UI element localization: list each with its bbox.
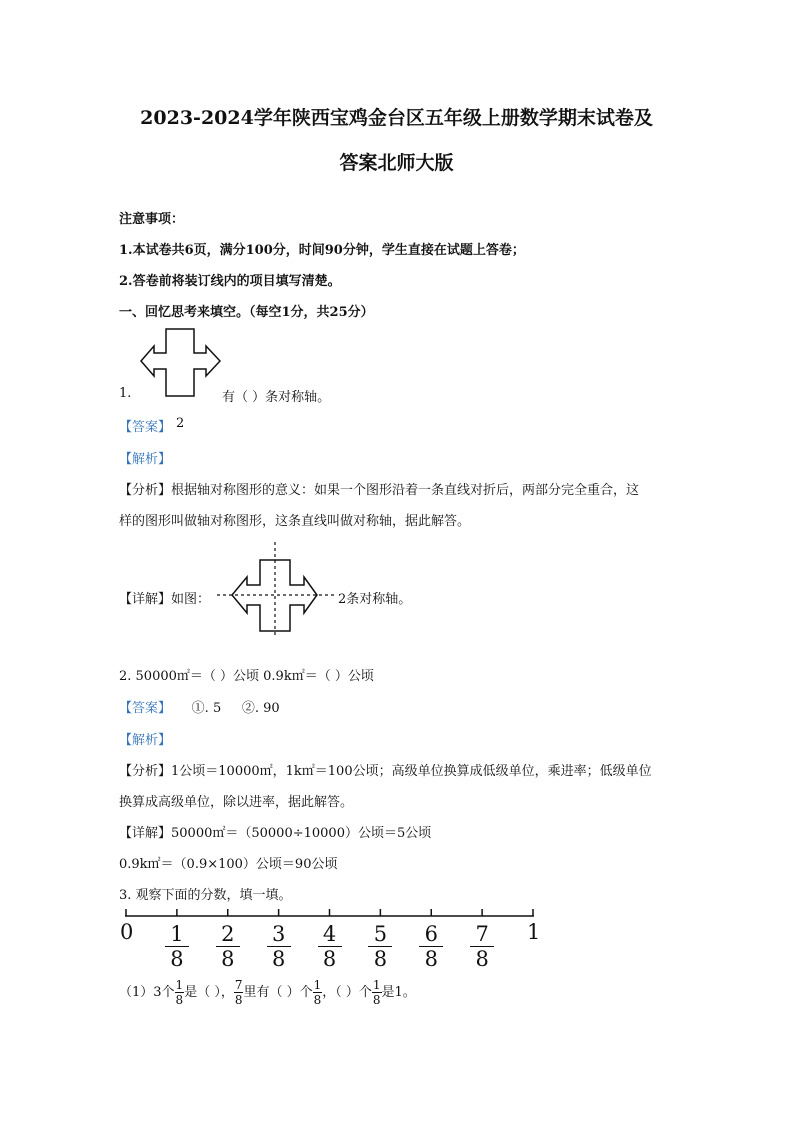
q3-line: 3. 观察下面的分数，填一填。 [119,888,292,903]
fraction-numerator: 1 [313,978,322,992]
q1-detail-tag: 【详解】 [119,592,172,607]
fraction-numerator: 3 [267,922,291,947]
q2-detail-line1 [119,822,431,841]
number-line-fraction [419,922,443,971]
number-line-fraction [470,922,494,971]
fraction-denominator: 8 [424,947,438,971]
q2-fenxi-line2: 换算成高级单位，除以进率，据此解答。 [119,795,354,810]
number-line-fraction [216,922,240,971]
q2-analysis-tag: 【解析】 [119,733,172,748]
fraction-numerator: 6 [419,922,443,947]
q2-fenxi-line1 [119,760,652,779]
q1-detail-suffix: 2条对称轴。 [338,592,412,607]
number-line-fraction [318,922,342,971]
fraction-denominator: 8 [170,947,184,971]
q1-fenxi-line2: 样的图形叫做轴对称图形，这条直线叫做对称轴，据此解答。 [119,514,471,529]
fraction-denominator: 8 [271,947,286,971]
q3-sub1-part1: （1）3个 [119,985,175,1000]
cross-with-axes-figure [212,540,342,640]
q1-analysis-tag: 【解析】 [119,452,172,467]
doc-title-line2: 答案北师大版 [339,152,454,174]
q1-answer: 2 [176,416,185,431]
number-line-fraction [267,922,291,971]
q1-text: 有（ ）条对称轴。 [222,390,331,405]
fraction-numerator: 4 [318,922,342,947]
note-1: 1.本试卷共6页，满分100分，时间90分钟，学生直接在试题上答卷； [119,243,525,258]
fraction-1-8-b [313,978,323,1007]
q3-sub1-part4: ，（ ）个 [322,985,372,1000]
fraction-denominator: 8 [372,993,381,1007]
section-1-heading: 一、回忆思考来填空。（每空1分，共25分） [119,305,374,320]
number-line-start: 0 [120,920,134,944]
q1-detail-prefix: 如图： [171,592,211,607]
q2-fenxi-text1: 1公顷＝10000㎡，1k㎡＝100公顷；高级单位换算成低级单位，乘进率；低级单位 [171,764,652,779]
q1-detail-line [119,588,210,607]
cross-arrow-figure [140,326,222,398]
q1-number: 1. [119,386,132,401]
number-line-fraction [368,922,392,971]
fraction-numerator: 2 [216,922,240,947]
q1-fenxi-tag: 【分析】 [119,483,172,498]
q2-answer-line [119,697,280,716]
q3-sub1-part5: 是1。 [381,985,416,1000]
fraction-numerator: 5 [368,922,392,947]
fraction-numerator: 1 [165,922,189,947]
fraction-numerator: 7 [470,922,494,947]
q2-answer-tag: 【答案】 [119,701,172,716]
q3-sub1-line [119,978,416,1007]
q2-detail-line2: 0.9k㎡＝（0.9×100）公顷＝90公顷 [119,857,338,872]
q2-fenxi-tag: 【分析】 [119,764,172,779]
q1-fenxi-text1: 根据轴对称图形的意义：如果一个图形沿着一条直线对折后，两部分完全重合，这 [171,483,640,498]
fraction-numerator: 1 [175,978,184,992]
q1-fenxi-line1 [119,479,639,498]
number-line-fraction [165,922,189,971]
fraction-1-8-c [372,978,382,1007]
fraction-denominator: 8 [475,947,489,971]
note-2: 2.答卷前将装订线内的项目填写清楚。 [119,274,341,289]
number-line-end: 1 [527,920,541,944]
fraction-denominator: 8 [175,993,184,1007]
fraction-denominator: 8 [322,947,337,971]
q3-sub1-part2: 是（ ）， [184,985,234,1000]
fraction-denominator: 8 [221,947,235,971]
notes-heading: 注意事项： [119,212,185,227]
fraction-1-8-a [175,978,185,1007]
fraction-denominator: 8 [234,993,243,1007]
fraction-numerator: 1 [372,978,381,992]
q2-detail-tag: 【详解】 [119,826,172,841]
fraction-numerator: 7 [234,978,243,992]
fraction-denominator: 8 [373,947,388,971]
q2-detail-text1: 50000㎡＝（50000÷10000）公顷＝5公顷 [171,826,432,841]
doc-title-line1: 2023-2024学年陕西宝鸡金台区五年级上册数学期末试卷及 [140,107,653,129]
q3-sub1-part3: 里有（ ）个 [243,985,313,1000]
q2-line: 2. 50000㎡＝（ ）公顷 0.9k㎡＝（ ）公顷 [119,669,374,684]
fraction-denominator: 8 [313,993,322,1007]
number-line-axis [120,906,540,926]
q2-answer: ①. 5 ②. 90 [171,701,280,716]
q1-answer-tag: 【答案】 [119,420,172,435]
